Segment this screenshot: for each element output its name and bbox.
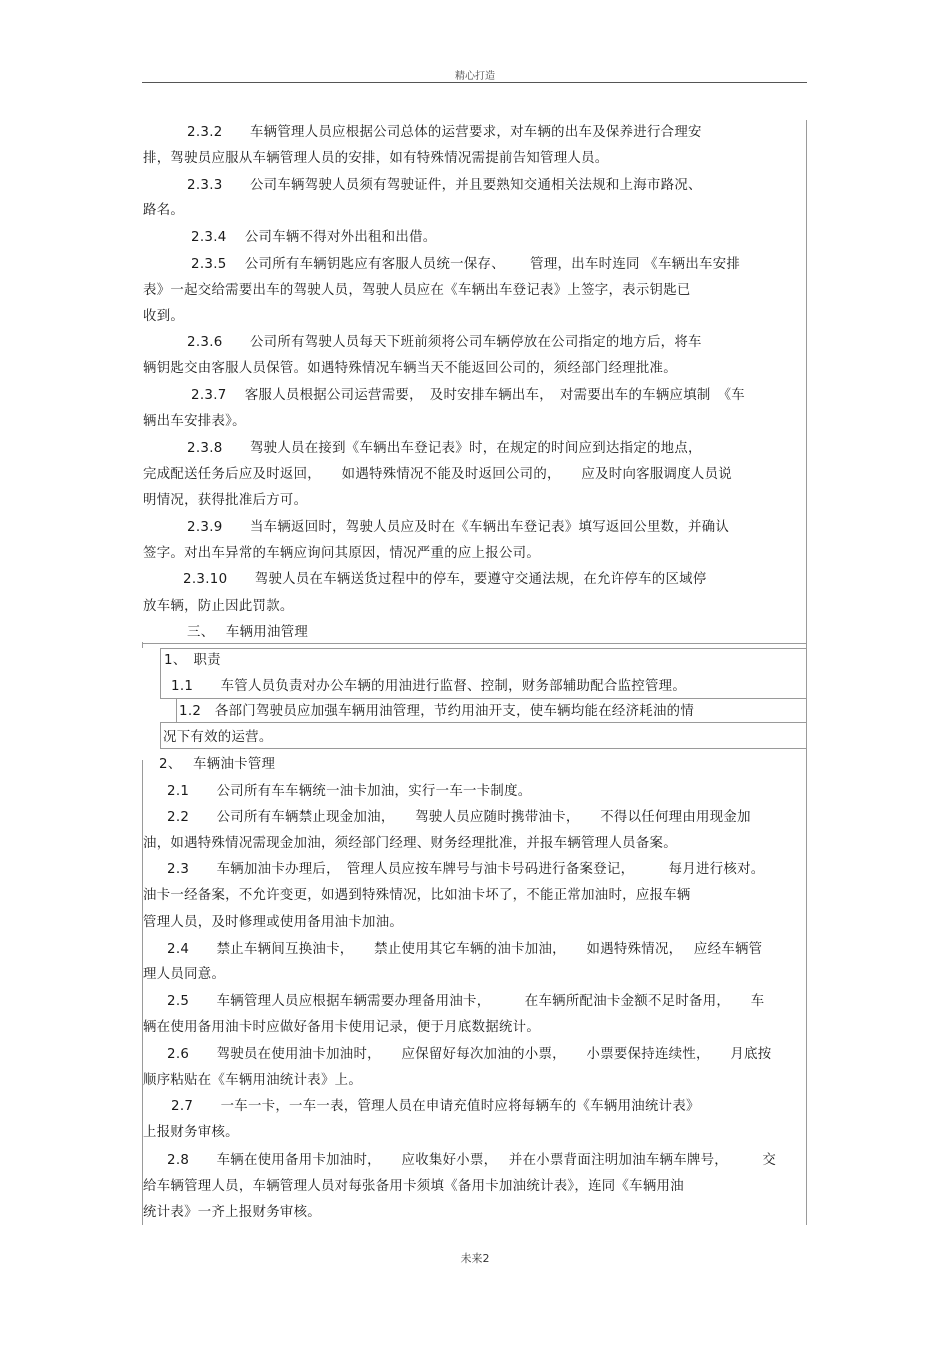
card-2-8-line-3: 统计表》一齐上报财务审核。 <box>143 1205 321 1220</box>
duty-box-bottom <box>160 748 807 749</box>
para-2-3-9-line-1: 2.3.9 当车辆返回时，驾驶人员应及时在《车辆出车登记表》填写返回公里数，并确认 <box>187 520 730 535</box>
page-footer: 未来2 <box>460 1252 490 1265</box>
card-2-7-line-1: 2.7 一车一卡，一车一表，管理人员在申请充值时应将每辆车的《车辆用油统计表》 <box>171 1099 700 1114</box>
border-left-lower <box>142 760 143 1225</box>
para-2-3-4-line-1: 2.3.4 公司车辆不得对外出租和出借。 <box>191 230 437 245</box>
card-2-6-line-2: 顺序粘贴在《车辆用油统计表》上。 <box>143 1073 363 1088</box>
rule-after-section-heading <box>142 643 807 644</box>
para-2-3-6-line-1: 2.3.6 公司所有驾驶人员每天下班前须将公司车辆停放在公司指定的地方后，将车 <box>187 335 702 350</box>
para-2-3-8-line-2: 完成配送任务后应及时返回， 如遇特殊情况不能及时返回公司的， 应及时向客服调度人员说 <box>143 467 732 482</box>
header-rule <box>142 82 807 83</box>
para-2-3-5-line-2: 表》一起交给需要出车的驾驶人员，驾驶人员应在《车辆出车登记表》上签字，表示钥匙已 <box>143 283 691 298</box>
card-2-1-line-1: 2.1 公司所有车车辆统一油卡加油，实行一车一卡制度。 <box>167 784 532 799</box>
card-2-5-line-2: 辆在使用备用油卡时应做好备用卡使用记录，便于月底数据统计。 <box>143 1020 541 1035</box>
duty-1-2-line-1: 1.2 各部门驾驶员应加强车辆用油管理，节约用油开支，使车辆均能在经济耗油的情 <box>179 704 695 719</box>
section-3-heading: 三、 车辆用油管理 <box>187 625 309 640</box>
card-2-5-line-1: 2.5 车辆管理人员应根据车辆需要办理备用油卡， 在车辆所配油卡金额不足时备用， 车 <box>167 994 765 1009</box>
duty-1-1: 1.1 车管人员负责对办公车辆的用油进行监督、控制，财务部辅助配合监控管理。 <box>171 679 687 694</box>
duty-box-mid <box>160 698 807 699</box>
duty-box2-mid <box>160 722 807 723</box>
para-2-3-9-line-2: 签字。对出车异常的车辆应询问其原因，情况严重的应上报公司。 <box>143 546 541 561</box>
card-2-4-line-2: 理人员同意。 <box>143 967 226 982</box>
card-2-7-line-2: 上报财务审核。 <box>143 1125 239 1140</box>
para-2-3-8-line-1: 2.3.8 驾驶人员在接到《车辆出车登记表》时，在规定的时间应到达指定的地点， <box>187 441 702 456</box>
para-2-3-5-line-1: 2.3.5 公司所有车辆钥匙应有客服人员统一保存、 管理，出车时连同 《车辆出车安排 <box>191 257 741 272</box>
para-2-3-2-line-1: 2.3.2 车辆管理人员应根据公司总体的运营要求，对车辆的出车及保养进行合理安 <box>187 125 702 140</box>
duty-heading: 1、 职责 <box>164 653 221 668</box>
card-heading: 2、 车辆油卡管理 <box>159 757 276 772</box>
duty-box2-left <box>176 698 177 722</box>
duty-box3-left <box>160 722 161 748</box>
para-2-3-7-line-1: 2.3.7 客服人员根据公司运营需要， 及时安排车辆出车， 对需要出车的车辆应填制 《车 <box>191 388 745 403</box>
duty-1-2-line-2: 况下有效的运营。 <box>163 730 273 745</box>
para-2-3-2-line-2: 排，驾驶员应服从车辆管理人员的安排，如有特殊情况需提前告知管理人员。 <box>143 151 609 166</box>
para-2-3-5-line-3: 收到。 <box>143 309 185 324</box>
card-2-3-line-1: 2.3 车辆加油卡办理后， 管理人员应按车牌号与油卡号码进行备案登记， 每月进行核对。 <box>167 862 765 877</box>
para-2-3-10-line-2: 放车辆，防止因此罚款。 <box>143 599 294 614</box>
para-2-3-7-line-2: 辆出车安排表》。 <box>143 414 246 429</box>
para-2-3-6-line-2: 辆钥匙交由客服人员保管。如遇特殊情况车辆当天不能返回公司的，须经部门经理批准。 <box>143 361 677 376</box>
duty-box-left <box>160 648 161 698</box>
card-2-8-line-1: 2.8 车辆在使用备用卡加油时， 应收集好小票， 并在小票背面注明加油车辆车牌号， 交 <box>167 1153 777 1168</box>
card-2-2-line-1: 2.2 公司所有车辆禁止现金加油， 驾驶人员应随时携带油卡， 不得以任何理由用现金加 <box>167 810 751 825</box>
card-2-3-line-2: 油卡一经备案，不允许变更，如遇到特殊情况，比如油卡坏了，不能正常加油时，应报车辆 <box>143 888 691 903</box>
border-right <box>806 120 807 1225</box>
card-2-4-line-1: 2.4 禁止车辆间互换油卡， 禁止使用其它车辆的油卡加油， 如遇特殊情况， 应经车辆管 <box>167 942 763 957</box>
para-2-3-10-line-1: 2.3.10 驾驶人员在车辆送货过程中的停车，要遵守交通法规，在允许停车的区域停 <box>183 572 707 587</box>
card-2-8-line-2: 给车辆管理人员，车辆管理人员对每张备用卡须填《备用卡加油统计表》，连同《车辆用油 <box>143 1179 684 1194</box>
para-2-3-3-line-1: 2.3.3 公司车辆驾驶人员须有驾驶证件，并且要熟知交通相关法规和上海市路况、 <box>187 178 702 193</box>
page-header: 精心打造 <box>455 71 495 82</box>
para-2-3-8-line-3: 明情况，获得批准后方可。 <box>143 493 308 508</box>
card-2-3-line-3: 管理人员，及时修理或使用备用油卡加油。 <box>143 915 404 930</box>
card-2-6-line-1: 2.6 驾驶员在使用油卡加油时， 应保留好每次加油的小票， 小票要保持连续性， 月底按 <box>167 1047 772 1062</box>
duty-box-top <box>160 648 807 649</box>
para-2-3-3-line-2: 路名。 <box>143 203 185 218</box>
card-2-2-line-2: 油，如遇特殊情况需现金加油，须经部门经理、财务经理批准，并报车辆管理人员备案。 <box>143 836 677 851</box>
